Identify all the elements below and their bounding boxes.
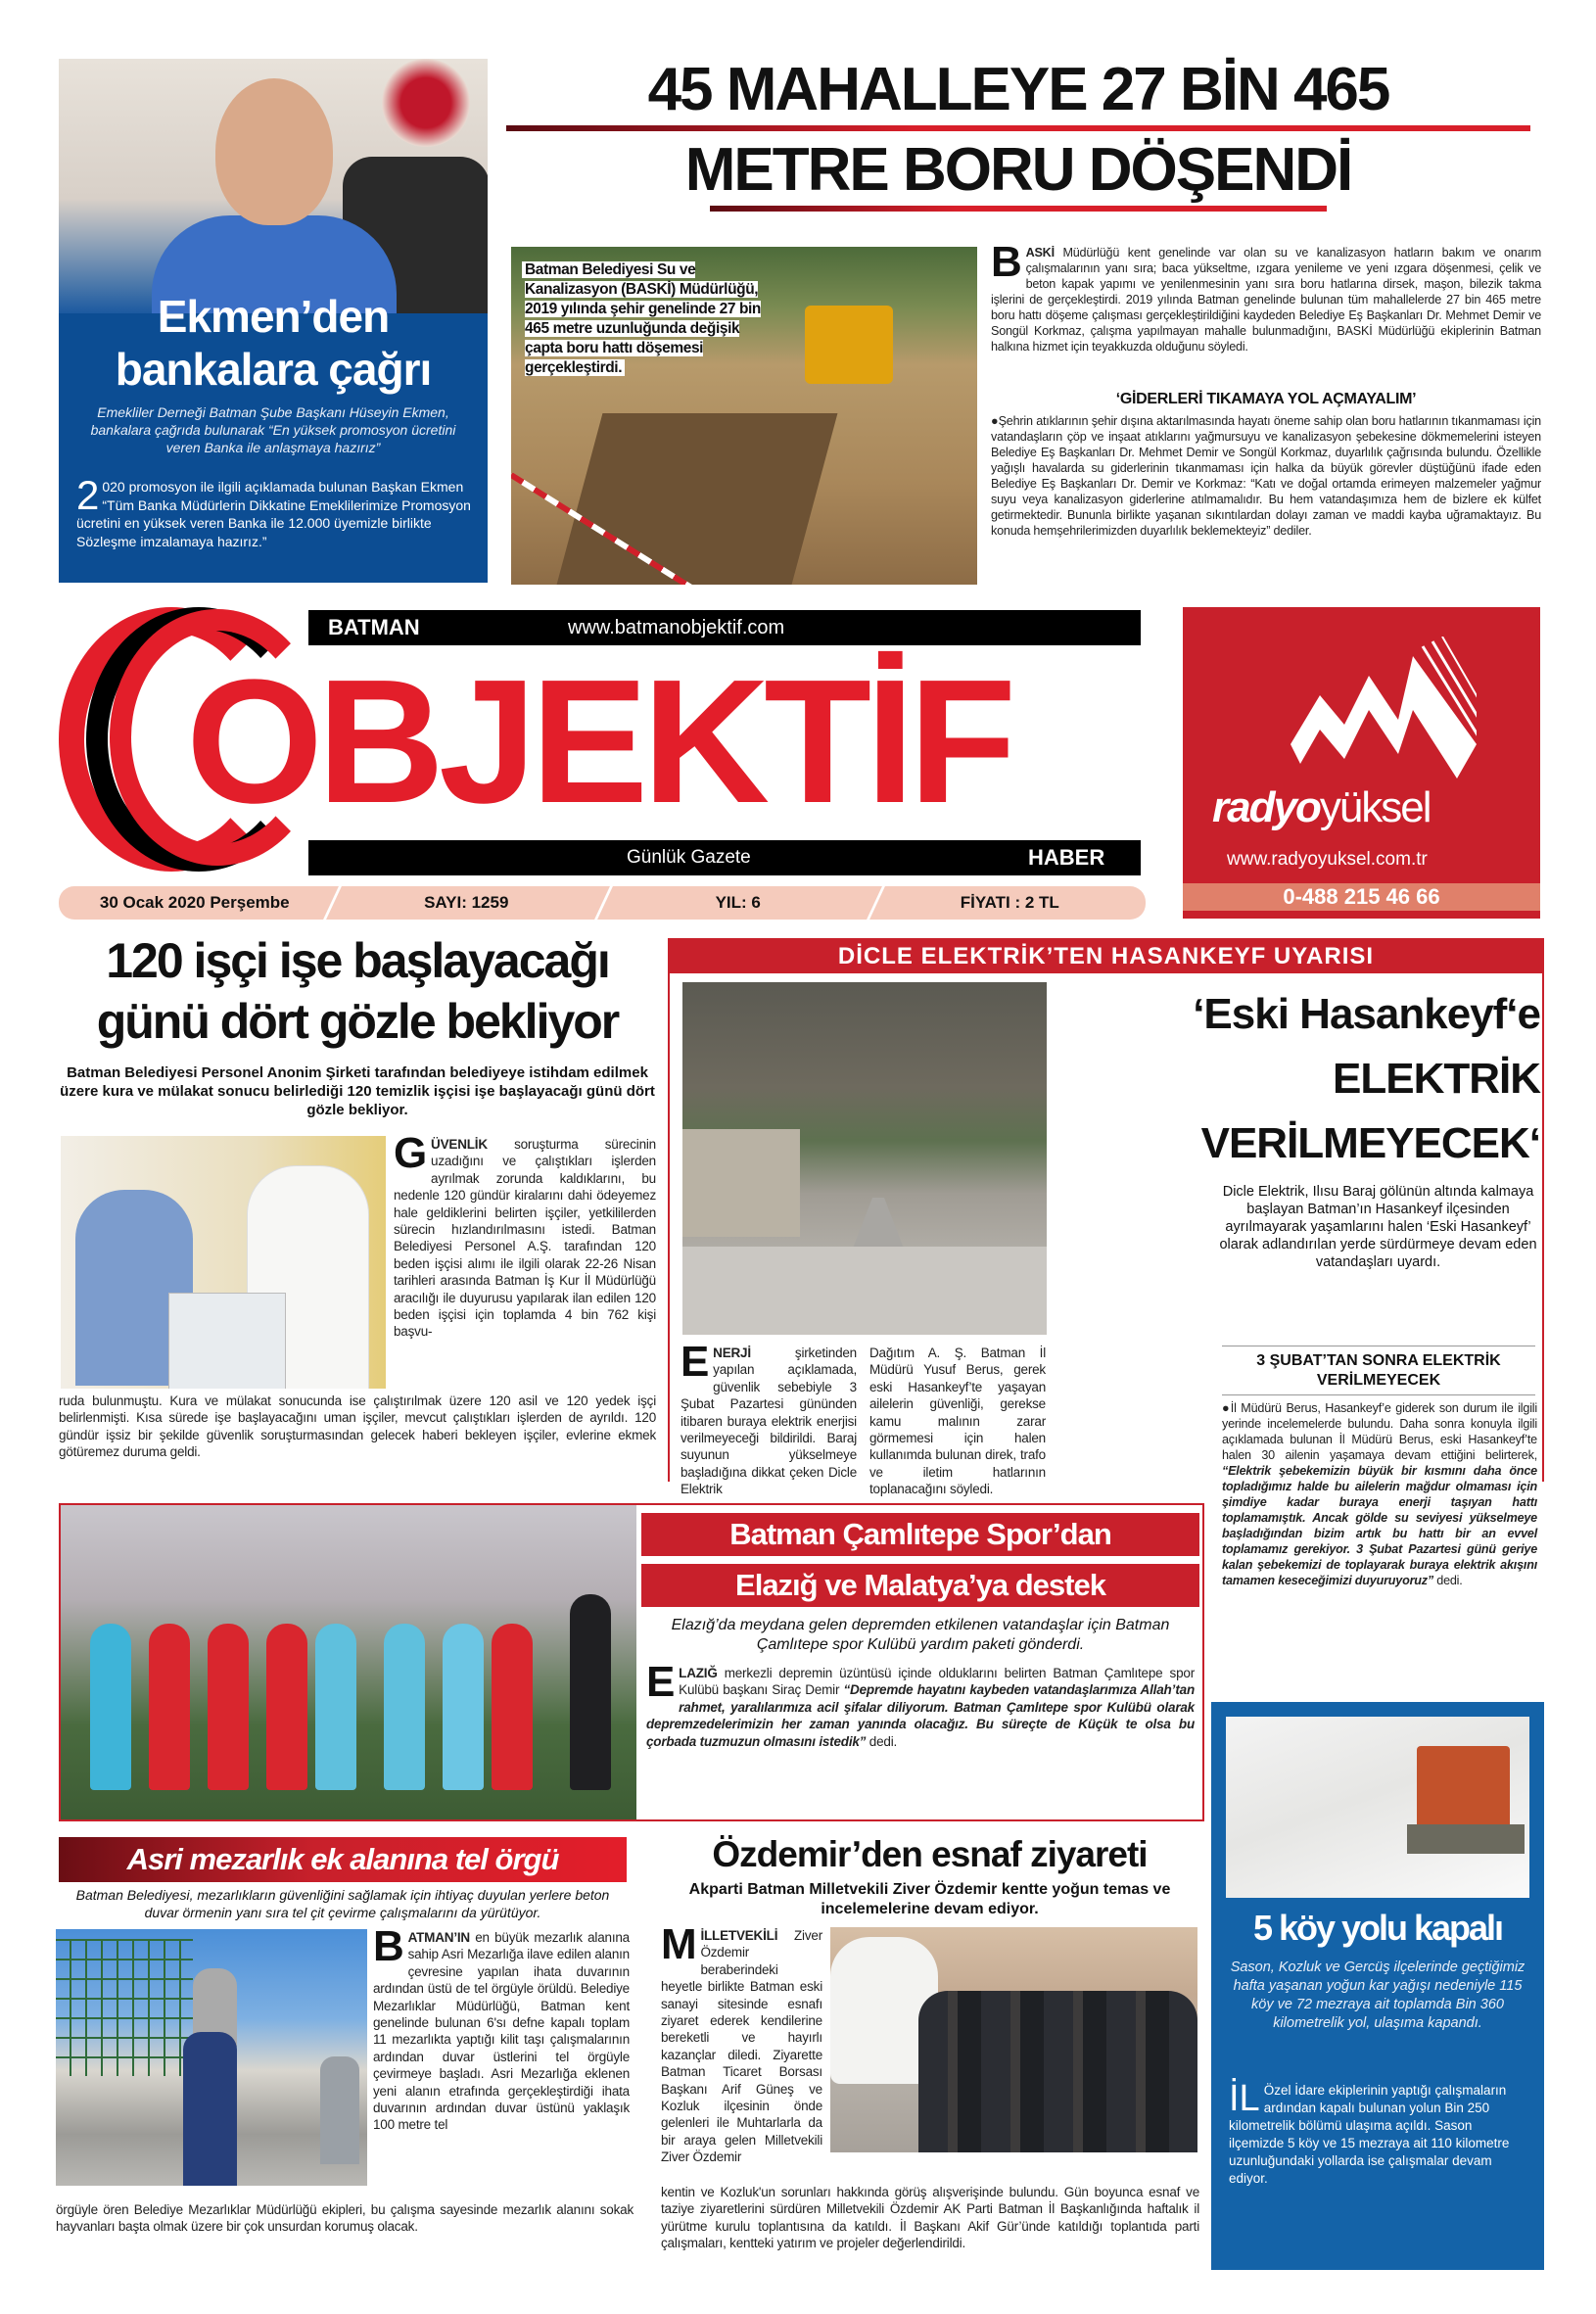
sport-body-end: dedi.: [866, 1733, 898, 1749]
hasankeyf-col-3-text: İl Müdürü Berus, Hasankeyf’e giderek son durum ile ilgili yerinde incelemelerde bulundu. Daha sonra konuyla ilgili açıklamada bulunan İl Müdürü Berus, eski Hasankeyf’te halen 30 ailenin yaşamaya devam ettiğini belirterek,: [1222, 1401, 1537, 1462]
lead-word: NERJİ: [713, 1346, 751, 1360]
cemetery-body-2: örgüyle ören Belediye Mezarlıklar Müdürlüğü ekipleri, bu çalışma sayesinde mezarlık alanını sokak hayvanları başta olmak üzere bir çok unsurdan korumuş olacak.: [56, 2202, 634, 2235]
workers-body-1: [394, 1129, 656, 1341]
hasankeyf-col-2: Dağıtım A. Ş. Batman İl Müdürü Yusuf Berus, gerek eski Hasankeyf’te yaşayan ailelerin güvenliği, gerekse kamu malının zarar görmemesi için halen kullanımda bulunan direk, trafo ve iletim hatlarının toplanacağını söyledi.: [869, 1346, 1046, 1497]
cemetery-body-1-text: en büyük mezarlık alanına sahip Asri Mezarlığa ilave edilen alanın çevresine yapılan ihata duvarının ardından üstü de tel örgüyle örüldü. Belediye Mezarlıklar Müdürlüğü, Batman kent genelinde bulunan 6'sı defne kapalı toplam 11 mezarlıkta yaptığı kilit taşı çalışmalarının ardından duvar üstlerini tel örgüyle çevirmeye başladı. Asri Mezarlığa eklenen yeni alanın etrafında gerçekleştirdiği ihata duvarının ardından duvar üstünü yaklaşık 100 metre tel: [373, 1930, 630, 2133]
ekmen-subtitle: Emekliler Derneği Batman Şube Başkanı Hüseyin Ekmen, bankalara çağrıda bulunarak “En yüksek promosyon ücretini veren Banka ile anlaşmaya hazırız”: [90, 404, 456, 455]
workers-headline: [54, 930, 661, 1052]
sport-subtitle: Elazığ’da meydana gelen depremden etkilenen vatandaşlar için Batman Çamlıtepe spor Kulübü yardım paketi gönderdi.: [671, 1617, 1170, 1653]
player: [149, 1624, 190, 1790]
radyo-yuksel-ad[interactable]: [1183, 607, 1540, 919]
cemetery-photo: [56, 1929, 367, 2186]
hasankeyf-col-1: [681, 1338, 857, 1498]
wire-fence: [56, 1939, 193, 2076]
ekmen-article: [59, 59, 488, 583]
lead-word: ASKİ: [1025, 246, 1055, 260]
workers-headline-line1: 120 işçi işe başlayacağı: [106, 933, 609, 988]
hasankeyf-col-1-text: şirketinden yapılan açıklamada, güvenlik sebebiyle 3 Şubat Pazartesi gününden itibaren buraya elektrik enerjisi verilmeyeceği bildirildi. Baraj suyunun yükselmeye başladığına dikkat çeken Dicle Elektrik: [681, 1346, 857, 1497]
ekmen-body: [76, 472, 472, 550]
pipe-subhead: ‘GİDERLERİ TIKAMAYA YOL AÇMAYALIM’: [1115, 391, 1417, 407]
snow-body-text: Özel İdare ekiplerinin yaptığı çalışmaların ardından kapalı bulunan yolun Bin 250 kilometrelik bölümü ulaşıma açıldı. Sason ilçemizde 5 köy ve 15 mezraya ait 110 kilometre uzunluğundaki yollarda ise çalışmalar devam ediyor.: [1229, 2083, 1510, 2186]
lead-word: LAZIĞ: [679, 1666, 718, 1680]
player: [208, 1624, 249, 1790]
workers-body-2: ruda bulunmuştu. Kura ve mülakat sonucunda ise çalıştırılmak üzere 120 asil ve 120 yedek işçi belirlenmişti. Kısa sürede işe başlayacağını uman işçiler, mevcut çalıştıkları işlerden de ayrıldı. 120 gündür işsiz bir şekilde güvenlik soruşturmasından gelecek haberi bekleyen işçiler, evlerine ekmek götüremez duruma geldi.: [59, 1393, 656, 1460]
masthead-section: HABER: [1028, 845, 1105, 870]
player: [384, 1624, 425, 1790]
person-face: [215, 78, 333, 225]
hasankeyf-col-3-end: dedi.: [1432, 1574, 1463, 1587]
photo-caption-text: Batman Belediyesi Su ve Kanalizasyon (BASKİ) Müdürlüğü, 2019 yılında şehir genelinde 27 bin 465 metre uzunluğunda değişik çapta boru hattı döşemesi gerçekleştirdi.: [525, 261, 761, 376]
lottery-box: [168, 1293, 286, 1389]
dropcap: 2: [76, 472, 100, 518]
ozdemir-body-2: kentin ve Kozluk'un sorunları hakkında görüş alışverişinde bulundu. Gün boyunca esnaf ve taziye ziyaretlerini sürdüren Milletvekili Özdemir AK Parti Batman İl Başkanlığında haftalık il yürütme kurulu toplantısına da katıldı. İl Başkanı Akif Gür’ünde katıldığı toplantıda parti çalışmaları, kentteki yatırım ve projeler değerlendirildi.: [661, 2185, 1199, 2251]
trench: [557, 413, 838, 585]
workers-body-1-text: soruşturma sürecinin uzadığını ve çalıştıkları işlerden ayrılmak zorunda kaldıklarını, bu nedenle 120 gündür kiralarını dahi ödeyemez hale geldiklerini belirten işçiler, yetkililerden sürecin hızlandırılmasını istedi. Batman Belediyesi Personel A.Ş. tarafından 120 beden işçisi alımı ile ilgili olarak 22-26 Nisan tarihleri arasında Batman İş Kur İl Müdürlüğü aracılığı ile duyurusu yapılarak ilan edilen 120 beden işçisi için toplamda 4 bin 762 kişi başvu-: [394, 1137, 656, 1340]
lead-word: İLLETVEKİLİ: [700, 1928, 778, 1943]
masthead-city: BATMAN: [328, 615, 420, 639]
sport-quote: “Depremde hayatını kaybeden vatandaşlarımıza Allah’tan rahmet, yaralılarımıza acil şifalar diliyorum. Batman Çamlıtepe spor Kulübü olarak depremzedelerimizin her zaman yanında olacağız. Bu süreçte de Küçük te olsa bu çorbada tuzmuzun olmasını istedik”: [646, 1682, 1195, 1749]
issue-number: SAYI: 1259: [331, 886, 603, 920]
pipe-photo: [511, 247, 977, 585]
ozdemir-subtitle: Akparti Batman Milletvekili Ziver Özdemir kentte yoğun temas ve incelemelerine devam ediyor.: [688, 1881, 1171, 1917]
snow-headline: 5 köy yolu kapalı: [1252, 1908, 1503, 1948]
snow-subtitle: Sason, Kozluk ve Gercüş ilçelerinde geçtiğimiz hafta yaşanan yoğun kar yağışı nedeniyle 115 köy ve 72 mezraya ait toplamda Bin 360 kilometrelik yol, ulaşıma kapandı.: [1230, 1960, 1526, 2031]
main-headline: [494, 55, 1542, 231]
snow-body: [1229, 2078, 1529, 2188]
coach: [570, 1594, 611, 1790]
hasankeyf-col-3: [1222, 1400, 1537, 1588]
issue-date: 30 Ocak 2020 Perşembe: [99, 893, 290, 912]
lead-word: ATMAN’IN: [407, 1930, 470, 1945]
radyo-logo-icon: [1291, 637, 1477, 783]
radyo-name: [1212, 783, 1431, 832]
dropcap: M: [661, 1920, 697, 1968]
hasankeyf-lead: Dicle Elektrik, Ilısu Baraj gölünün altında kalmaya başlayan Batman’ın Hasankeyf ilçesinden ayrılmayarak yaşamlarını halen ‘Eski Hasankeyf’ olarak adlandırılan yerde sürdürmeye devam eden vatandaşları uyardı.: [1219, 1184, 1537, 1270]
ozdemir-photo: [830, 1927, 1197, 2152]
hasankeyf-band: DİCLE ELEKTRİK’TEN HASANKEYF UYARISI: [670, 940, 1542, 973]
hasankeyf-quote: “Elektrik şebekemizin büyük bir kısmını daha önce topladığımız halde bu ailelerin mağdur olmaması için şimdiye kadar buraya enerji taşıyan hattı toplamamıştık. Ancak gölde su seviyesi yükselmeye başladığından bizim artık bu hattı bir an evvel toplamamız gerekiyor. 3 Şubat Pazartesi günü geriye kalan şebekemizi de toplayarak buraya elektrik akışını tamamen keseceğimizi duyuruyoruz”: [1222, 1464, 1537, 1587]
dropcap: G: [394, 1129, 428, 1177]
pipe-body-2: ● Şehrin atıklarının şehir dışına aktarılmasında hayatı öneme sahip olan boru hatlarının tıkanmaması için vatandaşların çöp ve inşaat atıklarını yağmursuyu ve kanalizasyon şebekesine dökmemelerini isteyen Belediye Eş Başkanları Dr. Mehmet Demir ve Songül Korkmaz, duyarlılık çağrısında bulundu. Özellikle yağışlı havalarda su giderlerinin tıkanmaması için halka da büyük görevler düştüğünü ifade eden Belediye Eş Başkanları Dr. Demir ve Korkmaz: “Katı ve doğal ortamda erimeyen malzemeler yağmur suyu veya kanalizasyon giderlerine atılmamalıdır. Bu hem vatandaşımıza hem de bizlere ek külfet getirmektedir. Bununla birlikte yaşanan sıkıntılardan dolayı zaman ve maddi kayba uğramaktayız. Bu konuda hemşehrilerimizden duyarlılık beklemekteyiz” dediler.: [991, 413, 1541, 539]
dropcap: E: [681, 1338, 710, 1386]
sport-body: [646, 1658, 1195, 1750]
issue-year: YIL: 6: [602, 886, 874, 920]
masthead-tagline: Günlük Gazete: [627, 847, 751, 868]
sport-body-text: merkezli depremin üzüntüsü içinde olduklarını belirten Batman Çamlıtepe spor Kulübü başkanı Siraç Demir: [679, 1666, 1195, 1698]
worker: [183, 2032, 237, 2186]
hasankeyf-headline-line3: VERİLMEYECEK‘: [1200, 1119, 1540, 1167]
main-headline-line1: 45 MAHALLEYE 27 BİN 465: [647, 56, 1389, 123]
lead-word: ÜVENLİK: [431, 1137, 488, 1152]
hasankeyf-headline: [1053, 982, 1540, 1176]
bridge: [682, 1247, 1047, 1335]
ekmen-headline-line2: bankalara çağrı: [115, 344, 432, 395]
headline-underline: [710, 206, 1327, 212]
ozdemir-headline: Özdemir’den esnaf ziyareti: [712, 1834, 1148, 1874]
sport-headline-line1: Batman Çamlıtepe Spor’dan: [641, 1513, 1199, 1556]
cemetery-subtitle: Batman Belediyesi, mezarlıkların güvenliğini sağlamak için ihtiyaç duyulan yerlere beton duvar örmenin yanı sıra tel çit çevirme çalışmalarını da yürütüyor.: [75, 1887, 610, 1920]
worker: [320, 2056, 359, 2164]
player: [492, 1624, 533, 1790]
divider: [1222, 1394, 1535, 1395]
sport-team-photo: [61, 1505, 636, 1819]
dropcap: B: [373, 1922, 404, 1970]
cemetery-body-1: [373, 1922, 630, 2134]
main-headline-line2: METRE BORU DÖŞENDİ: [684, 136, 1352, 204]
snow-blade: [1407, 1824, 1525, 1854]
player: [443, 1624, 484, 1790]
issue-info-bar: [59, 886, 1146, 920]
ekmen-headline-line1: Ekmen’den: [157, 291, 390, 342]
hasankeyf-headline-line2: ELEKTRİK: [1333, 1055, 1540, 1103]
snow-photo: [1226, 1717, 1529, 1898]
hasankeyf-headline-line1: ‘Eski Hasankeyf‘e: [1193, 990, 1540, 1038]
pipe-body-1-text: Müdürlüğü kent genelinde var olan su ve kanalizasyon hatların bakım ve onarım çalışmalarının yanı sıra; baca yükseltme, ızgara yenileme ve yeni ızgara döşenmesi, çelik ve beton kapak yapımı ve yenilenmesinin yanı sıra boru hatlarına dirsek, maşon, bilezik takma işlerini de gerçekleştirdi. 2019 yılında Batman genelinde bulunan tüm mahallelerde 27 bin 465 metre boru hattı döşeme çalışması gerçekleştirildiğini kaydeden Belediye Eş Başkanları Dr. Mehmet Demir ve Songül Korkmaz, çalışma yapılmayan mahalle bulunmadığını, BASKİ Müdürlüğü ekiplerinin Batman halkına hizmet için teyakkuzda olduğunu söyledi.: [991, 246, 1541, 354]
cemetery-headline: Asri mezarlık ek alanına tel örgü: [59, 1837, 627, 1882]
radyo-phone: 0-488 215 46 66: [1183, 883, 1540, 911]
dropcap: B: [991, 238, 1022, 286]
ozdemir-body-1-text: Ziver Özdemir beraberindeki heyetle birlikte Batman eski sanayi sitesinde esnafı ziyaret ederek kendilerine bereketli ve hayırlı kazançlar diledi. Ziyarette Batman Ticaret Borsası Başkanı Arif Güneş ve Kozluk ilçesinin önde gelenleri ile Muhtarlarla da bir araya gelen Milletvekili Ziver Özdemir: [661, 1928, 822, 2165]
photo-caption: [525, 260, 770, 378]
issue-price: FİYATI : 2 TL: [874, 886, 1147, 920]
hasankeyf-photo: [682, 982, 1047, 1335]
ruined-building: [682, 1129, 800, 1237]
ekmen-body-text: 020 promosyon ile ilgili açıklamada bulunan Başkan Ekmen “Tüm Banka Müdürlerin Dikkatine Emeklilerimize Promosyon ücretini en yüksek veren Banka ile 12.000 üyemizle birlikte Sözleşme imzalamaya hazırız.”: [76, 479, 471, 549]
ekmen-headline: [59, 290, 488, 396]
workers-subtitle: Batman Belediyesi Personel Anonim Şirketi tarafından belediyeye istihdam edilmek üzere kura ve mülakat sonucu belirlediği 120 temizlik işçisi işe başlayacağı günü dört gözle bekliyor.: [60, 1064, 655, 1118]
dropcap: İL: [1229, 2078, 1260, 2119]
excavator: [805, 306, 893, 384]
ozdemir-body-1: [661, 1920, 822, 2166]
group-of-men: [918, 1991, 1197, 2152]
player: [90, 1624, 131, 1790]
radyo-url[interactable]: www.radyoyuksel.com.tr: [1227, 849, 1428, 870]
dropcap: E: [646, 1658, 676, 1706]
masthead-url[interactable]: www.batmanobjektif.com: [568, 617, 785, 638]
newspaper-logo: OBJEKTİF: [186, 649, 1011, 835]
snow-article: [1211, 1702, 1544, 2270]
flower-decor: [382, 59, 470, 147]
player: [266, 1624, 307, 1790]
hasankeyf-subhead: 3 ŞUBAT’TAN SONRA ELEKTRİK VERİLMEYECEK: [1256, 1352, 1501, 1389]
pipe-body-1: [991, 238, 1541, 354]
headline-underline: [506, 125, 1530, 131]
sport-headline-line2: Elazığ ve Malatya’ya destek: [641, 1564, 1199, 1607]
radyo-name-bold: radyo: [1212, 783, 1320, 831]
radyo-name-light: yüksel: [1319, 783, 1431, 831]
workers-headline-line2: günü dört gözle bekliyor: [96, 994, 619, 1049]
player: [315, 1624, 356, 1790]
workers-photo: [61, 1136, 386, 1389]
ekmen-photo: [59, 59, 488, 313]
masthead: [59, 602, 1146, 881]
